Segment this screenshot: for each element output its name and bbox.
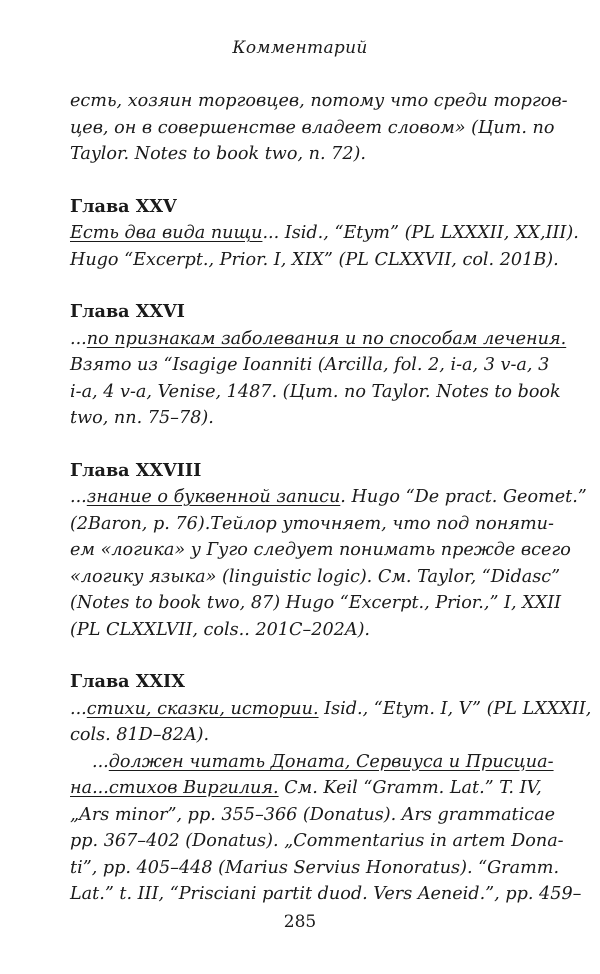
text-line: i-a, 4 v-a, Venise, 1487. (Цит. по Taylor. Notes to book bbox=[70, 381, 561, 402]
quoted-phrase: по признакам заболевания и по способам лечения. bbox=[86, 328, 567, 349]
text-run: ... bbox=[70, 698, 87, 719]
running-head: Комментарий bbox=[232, 38, 368, 58]
text-line bbox=[70, 484, 587, 511]
quoted-phrase: на...стихов Виргилия. bbox=[70, 778, 279, 798]
quoted-phrase: стихи, сказки, истории. bbox=[86, 698, 319, 719]
page-number: 285 bbox=[283, 912, 317, 932]
text-line bbox=[70, 696, 592, 723]
text-line: ем «логика» у Гуго следует понимать прежде всего bbox=[70, 540, 571, 560]
text-line bbox=[70, 220, 579, 247]
text-line: цев, он в совершенстве владеет словом» (Цит. по bbox=[70, 117, 555, 138]
text-line: „Ars minor”, pp. 355–366 (Donatus). Ars grammaticae bbox=[70, 804, 556, 825]
text-line: (Notes to book two, 87) Hugo “Excerpt., Prior.,” I, XXII bbox=[70, 593, 562, 613]
text-line: «логику языка» (linguistic logic). См. Taylor, “Didasc” bbox=[70, 566, 561, 587]
text-line: (PL CLXXLVII, cols.. 201C–202A). bbox=[70, 619, 371, 640]
chapter-heading-xxvi: Глава XXVI bbox=[70, 301, 185, 322]
chapter-heading-xxv: Глава XXV bbox=[70, 195, 177, 217]
text-line: Lat.” t. III, “Prisciani partit duod. Vers Aeneid.”, pp. 459– bbox=[70, 884, 582, 904]
text-line: pp. 367–402 (Donatus). „Commentarius in artem Donа- bbox=[70, 831, 564, 851]
text-line: Взято из “Isagige Ioanniti (Arcilla, fol. 2, i-a, 3 v-a, 3 bbox=[70, 355, 550, 375]
text-line: two, nn. 75–78). bbox=[70, 408, 214, 428]
text-run: ... bbox=[70, 487, 87, 507]
quoted-phrase: знание о буквенной записи bbox=[86, 487, 341, 507]
quoted-phrase: должен читать Доната, Сервиуса и Присциа- bbox=[108, 751, 554, 772]
text-line bbox=[70, 749, 554, 776]
text-line: cols. 81D–82A). bbox=[70, 725, 210, 745]
text-line bbox=[70, 775, 542, 802]
text-line: есть, хозяин торговцев, потому что среди торгов- bbox=[70, 91, 568, 111]
text-run: . Hugo “De pract. Geomet.” bbox=[340, 487, 587, 507]
text-run: ... Isid., “Etym” (PL LXXXII, XX,III). bbox=[262, 223, 579, 243]
quoted-phrase: Есть два вида пищи bbox=[70, 223, 263, 243]
text-run: ... bbox=[92, 751, 109, 772]
text-run: ... bbox=[70, 328, 87, 349]
chapter-heading-xxviii: Глава XXVIII bbox=[70, 459, 202, 481]
text-line: Hugo “Excerpt., Prior. I, XIX” (PL CLXXVII, col. 201B). bbox=[70, 249, 559, 270]
text-run: Isid., “Etym. I, V” (PL LXXXII, bbox=[318, 698, 592, 719]
text-line: Taylor. Notes to book two, n. 72). bbox=[70, 144, 366, 164]
text-line: ti”, pp. 405–448 (Marius Servius Honoratus). “Gramm. bbox=[70, 857, 560, 878]
commentary-text bbox=[70, 88, 592, 908]
text-run: См. Keil “Gramm. Lat.” T. IV, bbox=[278, 778, 542, 798]
chapter-heading-xxix: Глава XXIX bbox=[70, 671, 185, 692]
text-line: (2Baron, p. 76).Тейлор уточняет, что под поняти- bbox=[70, 513, 554, 534]
text-line bbox=[70, 326, 567, 353]
